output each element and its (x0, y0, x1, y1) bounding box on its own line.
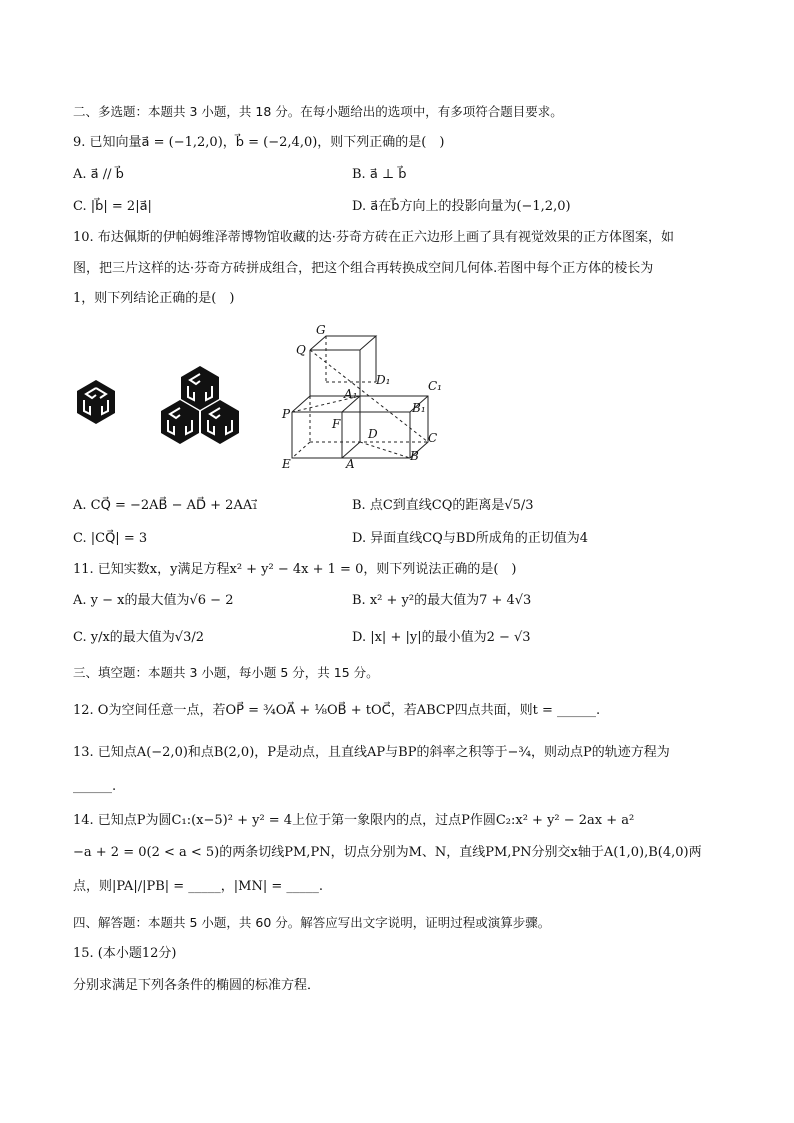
question-14-line-2: −a + 2 = 0(2 < a < 5)的两条切线PM,PN，切点分别为M、N，直线PM,PN分别交x轴于A(1,0),B(4,0)两 (73, 845, 702, 860)
question-10-stem-3: 1，则下列结论正确的是( ) (73, 291, 235, 306)
cube-diagram (292, 336, 428, 458)
q9-option-a: A. a⃗ // b⃗ (73, 167, 124, 182)
question-10-stem-1: 10. 布达佩斯的伊帕姆维泽蒂博物馆收藏的达·芬奇方砖在正六边形上画了具有视觉效果的正方体图案，如 (73, 230, 674, 245)
svg-text:Q: Q (296, 343, 306, 357)
question-14-line-1: 14. 已知点P为圆C₁:(x−5)² + y² = 4上位于第一象限内的点，过点P作圆C₂:x² + y² − 2ax + a² (73, 813, 635, 828)
svg-text:F: F (332, 417, 341, 431)
svg-text:D₁: D₁ (376, 373, 391, 387)
section-header: 二、多选题：本题共 3 小题，共 18 分。在每小题给出的选项中，有多项符合题目要求。 (73, 104, 563, 119)
q11-option-b: B. x² + y²的最大值为7 + 4√3 (352, 593, 532, 608)
q10-option-b: B. 点C到直线CQ的距离是√5/3 (352, 498, 534, 513)
q10-option-c: C. |CQ⃗| = 3 (73, 531, 148, 546)
svg-text:D: D (368, 427, 378, 441)
single-tile-icon (77, 380, 115, 424)
question-10-stem-2: 图，把三片这样的达·芬奇方砖拼成组合，把这个组合再转换成空间几何体.若图中每个正方体的棱长为 (73, 261, 654, 276)
question-14-line-3: 点，则|PA|/|PB| = _____，|MN| = _____. (73, 879, 324, 894)
q10-figure (60, 318, 480, 478)
question-13-line-1: 13. 已知点A(−2,0)和点B(2,0)，P是动点，且直线AP与BP的斜率之积等于−¾，则动点P的轨迹方程为 (73, 745, 670, 760)
question-15-text: 分别求满足下列各条件的椭圆的标准方程． (73, 978, 321, 993)
q10-option-d: D. 异面直线CQ与BD所成角的正切值为4 (352, 531, 589, 546)
section-header: 四、解答题：本题共 5 小题，共 60 分。解答应写出文字说明，证明过程或演算步骤。 (73, 915, 551, 930)
svg-text:C: C (428, 431, 438, 445)
q11-option-c: C. y/x的最大值为√3/2 (73, 630, 205, 645)
q11-option-a: A. y − x的最大值为√6 − 2 (73, 593, 234, 608)
q9-option-c: C. |b⃗| = 2|a⃗| (73, 199, 152, 214)
svg-text:B: B (410, 449, 419, 463)
question-13-line-2: ______. (73, 779, 117, 794)
q11-option-d: D. |x| + |y|的最小值为2 − √3 (352, 630, 531, 645)
svg-text:A: A (346, 457, 355, 471)
svg-text:A₁: A₁ (344, 387, 358, 401)
svg-text:C₁: C₁ (428, 379, 442, 393)
cube-labels (281, 323, 442, 471)
q9-option-d: D. a⃗在b⃗方向上的投影向量为(−1,2,0) (352, 199, 571, 214)
q10-option-a: A. CQ⃗ = −2AB⃗ − AD⃗ + 2AA₁⃗ (73, 498, 258, 513)
section-header: 三、填空题：本题共 3 小题，每小题 5 分，共 15 分。 (73, 665, 379, 680)
question-11-stem: 11. 已知实数x，y满足方程x² + y² − 4x + 1 = 0，则下列说法正确的是( ) (73, 562, 517, 577)
question-9-stem: 9. 已知向量a⃗ = (−1,2,0)，b⃗ = (−2,4,0)，则下列正确的是( ) (73, 135, 445, 150)
svg-text:B₁: B₁ (412, 401, 426, 415)
question-12-stem: 12. O为空间任意一点，若OP⃗ = ¾OA⃗ + ⅛OB⃗ + tOC⃗，若ABCP四点共面，则t = ______. (73, 703, 601, 718)
svg-text:E: E (282, 457, 291, 471)
svg-text:P: P (282, 407, 291, 421)
q9-option-b: B. a⃗ ⊥ b⃗ (352, 167, 407, 182)
question-15-title: 15. (本小题12分) (73, 946, 177, 961)
svg-text:G: G (316, 323, 326, 337)
tile-trio-icon (161, 366, 239, 444)
